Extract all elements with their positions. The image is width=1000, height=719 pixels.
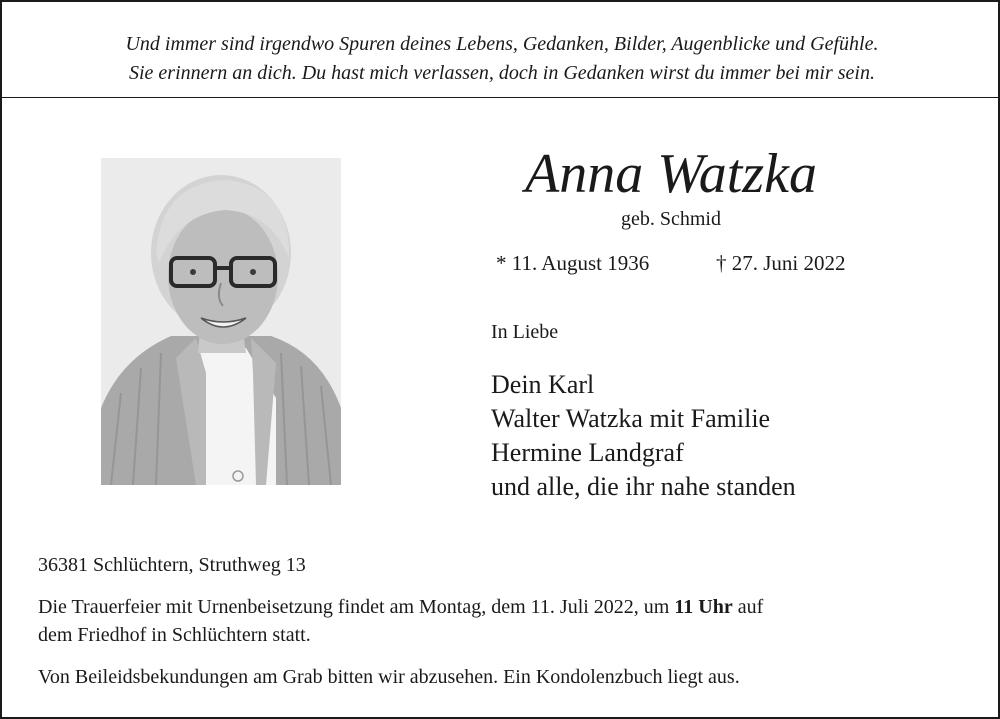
memorial-quote <box>2 30 1000 88</box>
death-date: † 27. Juni 2022 <box>716 251 846 275</box>
birth-date: * 11. August 1936 <box>496 251 650 275</box>
condolence-note: Von Beileidsbekundungen am Grab bitten wir abzusehen. Ein Kondolenzbuch liegt aus. <box>38 666 740 688</box>
divider <box>2 97 998 98</box>
ceremony-text: Die Trauerfeier mit Urnenbeisetzung findet am Montag, dem 11. Juli 2022, um <box>38 596 675 618</box>
mourner-name: Walter Watzka mit Familie <box>491 404 771 433</box>
ceremony-details <box>38 593 938 649</box>
ceremony-line <box>38 593 938 621</box>
mourner-name: Dein Karl <box>491 370 595 399</box>
portrait-photo <box>101 158 341 485</box>
ceremony-text: auf <box>732 596 764 618</box>
ceremony-time: 11 Uhr <box>674 596 733 618</box>
mourner-name: Hermine Landgraf <box>491 438 684 467</box>
maiden-name: geb. Schmid <box>621 208 721 230</box>
portrait-illustration <box>101 158 341 485</box>
deceased-name: Anna Watzka <box>525 143 817 205</box>
mourners-intro: In Liebe <box>491 321 559 343</box>
quote-line: Und immer sind irgendwo Spuren deines Lebens, Gedanken, Bilder, Augenblicke und Gefühle. <box>125 33 879 55</box>
quote-line: Sie erinnern an dich. Du hast mich verlassen, doch in Gedanken wirst du immer bei mir sein. <box>128 62 875 84</box>
family-address: 36381 Schlüchtern, Struthweg 13 <box>38 554 306 576</box>
ceremony-line: dem Friedhof in Schlüchtern statt. <box>38 624 311 646</box>
mourners-list <box>491 368 796 504</box>
mourner-name: und alle, die ihr nahe standen <box>491 472 796 501</box>
